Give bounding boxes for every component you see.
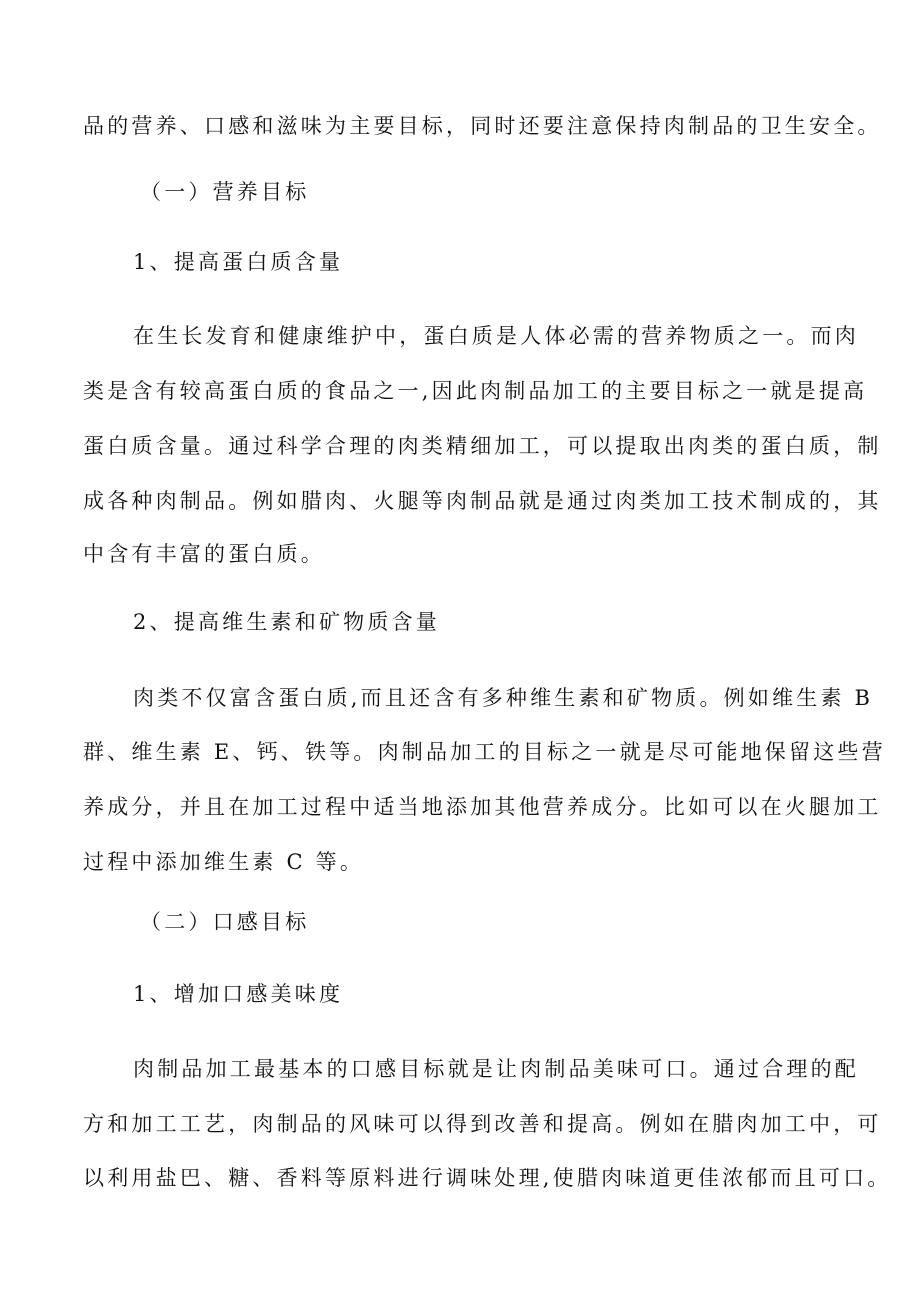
- paragraph-line: 方和加工工艺，肉制品的风味可以得到改善和提高。例如在腊肉加工中，可: [83, 1112, 882, 1136]
- subsection-heading: 2、提高维生素和矿物质含量: [133, 610, 440, 634]
- paragraph-line: 品的营养、口感和滋味为主要目标，同时还要注意保持肉制品的卫生安全。: [83, 114, 882, 138]
- subsection-heading: 1、提高蛋白质含量: [133, 250, 344, 274]
- paragraph-line: 以利用盐巴、糖、香料等原料进行调味处理,使腊肉味道更佳浓郁而且可口。: [83, 1166, 892, 1190]
- paragraph-line: 过程中添加维生素 C 等。: [83, 850, 365, 874]
- paragraph-line: 肉制品加工最基本的口感目标就是让肉制品美味可口。通过合理的配: [133, 1057, 859, 1081]
- section-heading: （二）口感目标: [140, 910, 310, 934]
- paragraph-line: 中含有丰富的蛋白质。: [83, 542, 325, 566]
- paragraph-line: 成各种肉制品。例如腊肉、火腿等肉制品就是通过肉类加工技术制成的，其: [83, 489, 882, 513]
- paragraph-line: 群、维生素 E、钙、铁等。肉制品加工的目标之一就是尽可能地保留这些营: [83, 740, 886, 764]
- paragraph-line: 类是含有较高蛋白质的食品之一,因此肉制品加工的主要目标之一就是提高: [83, 379, 868, 403]
- paragraph-line: 在生长发育和健康维护中，蛋白质是人体必需的营养物质之一。而肉: [133, 324, 859, 348]
- subsection-heading: 1、增加口感美味度: [133, 982, 344, 1006]
- section-heading: （一）营养目标: [140, 180, 310, 204]
- paragraph-line: 蛋白质含量。通过科学合理的肉类精细加工，可以提取出肉类的蛋白质，制: [83, 434, 882, 458]
- paragraph-line: 肉类不仅富含蛋白质,而且还含有多种维生素和矿物质。例如维生素 B: [133, 686, 874, 710]
- paragraph-line: 养成分，并且在加工过程中适当地添加其他营养成分。比如可以在火腿加工: [83, 795, 882, 819]
